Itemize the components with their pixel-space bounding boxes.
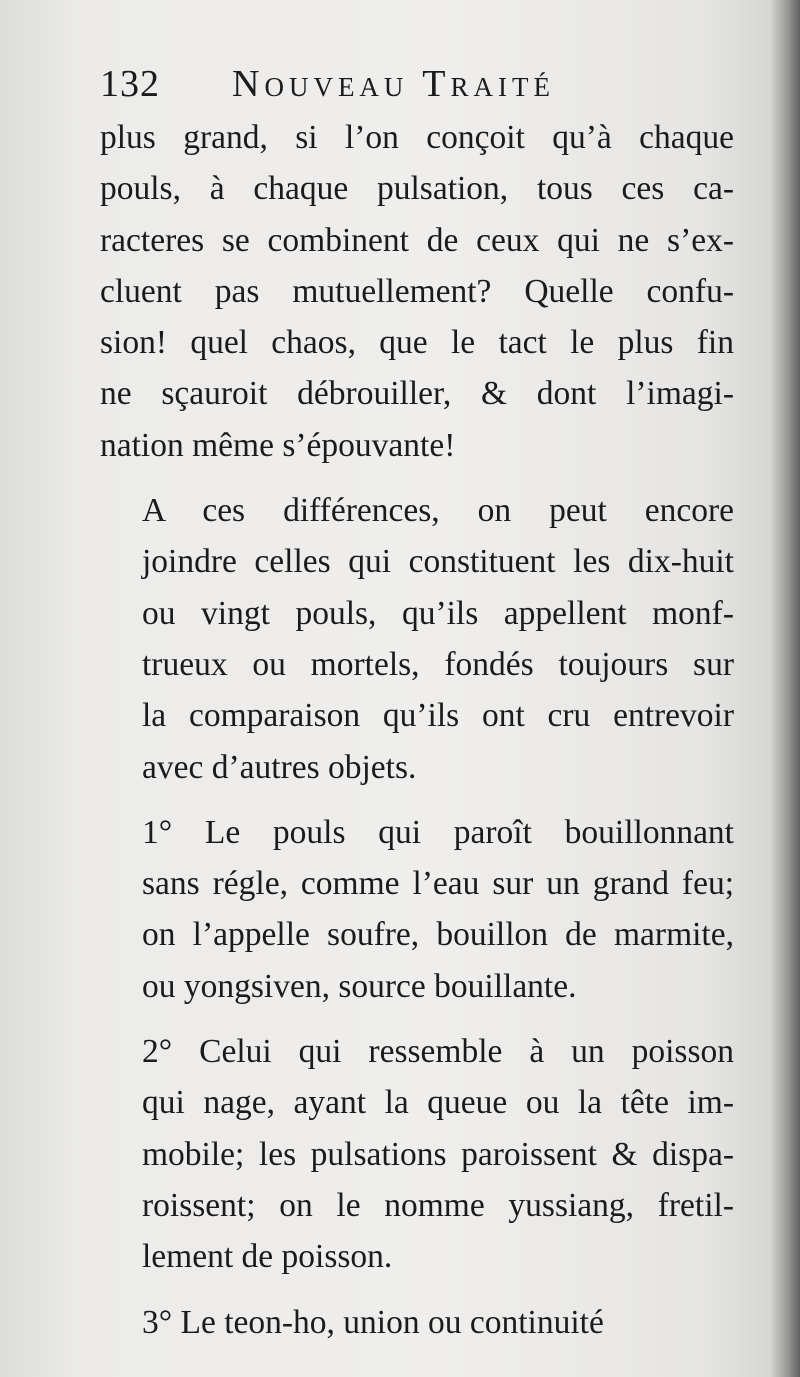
text-line: la comparaison qu’ils ont cru entrevoir: [142, 697, 734, 735]
page-number: 132: [100, 63, 160, 105]
text-line: ou vingt pouls, qu’ils appellent monf-: [142, 594, 734, 632]
text-line: ne sçauroit débrouiller, & dont l’imagi-: [100, 375, 734, 413]
paragraph: [100, 112, 734, 471]
body-text: [100, 112, 734, 1362]
paragraph: [100, 807, 734, 1012]
text-line: racteres se combinent de ceux qui ne s’ex-: [100, 221, 734, 259]
text-line: plus grand, si l’on conçoit qu’à chaque: [100, 119, 734, 156]
text-line: trueux ou mortels, fondés toujours sur: [142, 645, 734, 683]
text-line: mobile; les pulsations paroissent & dispa-: [142, 1135, 734, 1173]
text-line: avec d’autres objets.: [142, 748, 417, 786]
paragraph: [100, 485, 734, 793]
text-line: sion! quel chaos, que le tact le plus fin: [100, 324, 734, 362]
page-header: [100, 62, 740, 108]
text-line: ou yongsiven, source bouillante.: [142, 967, 577, 1005]
text-line: lement de poisson.: [142, 1238, 393, 1276]
text-line: sans régle, comme l’eau sur un grand feu;: [142, 865, 734, 903]
text-line: qui nage, ayant la queue ou la tête im-: [142, 1084, 734, 1122]
paragraph: [100, 1026, 734, 1282]
text-line: roissent; on le nomme yussiang, fretil-: [142, 1186, 734, 1224]
page-shadow-edge: [770, 0, 800, 1377]
text-line: 1° Le pouls qui paroît bouillonnant: [142, 813, 734, 851]
text-line: 3° Le teon-ho, union ou continuité: [142, 1303, 604, 1341]
text-line: on l’appelle soufre, bouillon de marmite,: [142, 916, 734, 954]
text-line: A ces différences, on peut encore: [142, 492, 734, 530]
text-line: 2° Celui qui ressemble à un poisson: [142, 1033, 734, 1071]
text-line: pouls, à chaque pulsation, tous ces ca-: [100, 170, 734, 208]
text-line: joindre celles qui constituent les dix-huit: [142, 543, 734, 581]
text-line: nation même s’épouvante!: [100, 426, 456, 464]
running-title: Nouveau Traité: [232, 63, 555, 105]
text-line: cluent pas mutuellement? Quelle confu-: [100, 272, 734, 310]
paragraph: [100, 1297, 734, 1348]
